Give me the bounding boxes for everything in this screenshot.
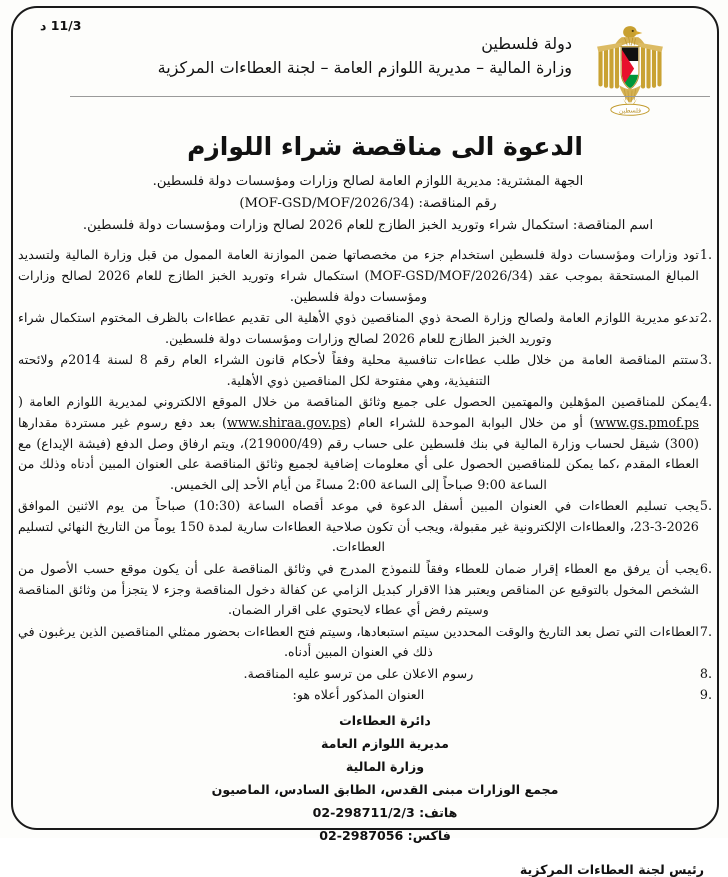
clause-4-part-4: ، ويتم ارفاق وصل الدفع (فيشة الإيداع) مع العطاء المقدم ،كما يمكن للمناقصين الحصول على أي معلومات إضافية لجميع وثائق المناقصة على العنوان المبين أدناه وذلك من الساعة <box>18 435 699 492</box>
fax-line <box>58 825 712 848</box>
clause-number: 1. <box>699 247 712 263</box>
page-marker: 11/3 د <box>40 18 82 33</box>
tender-number-label: رقم المناقصة: <box>418 195 497 211</box>
clause-4-part-6: مساءً من أيام الأحد إلى الخميس. <box>170 476 344 492</box>
page-title: الدعوة الى مناقصة شراء اللوازم <box>187 132 583 161</box>
submission-deadline-date: 23-3-2026 <box>633 518 699 534</box>
clause-item <box>18 308 712 349</box>
clause-number: 4. <box>699 394 712 410</box>
clause-4-part-3: بعد دفع رسوم غير مستردة مقدارها (300) شيقل لحساب وزارة المالية في بنك فلسطين على حساب رقم <box>18 414 699 451</box>
clause-item <box>18 559 712 621</box>
tender-name-value: استكمال شراء وتوريد الخبز الطازج للعام 2026 لصالح وزارات ومؤسسات دولة فلسطين. <box>82 217 569 233</box>
office-hours-from: 9:00 <box>477 476 506 492</box>
shiraa-link[interactable]: www.shiraa.gov.ps <box>227 414 347 430</box>
phone-value: 02-298711/2/3 <box>312 804 415 820</box>
header-text-block <box>18 18 576 81</box>
emblem-container <box>576 18 684 118</box>
clause-1-contract-number: (MOF-GSD/MOF/2026/34) <box>364 267 533 283</box>
phone-label: هاتف: <box>419 804 458 820</box>
buyer-label: الجهة المشترية: <box>496 174 584 189</box>
clause-text <box>18 245 699 307</box>
page-content <box>18 10 712 877</box>
bank-account-number: (219000/49) <box>243 435 323 451</box>
clause-item <box>18 685 712 706</box>
clause-text: تدعو مديرية اللوازم العامة ولصالح وزارة الصحة ذوي المناقصين ذوي الأهلية الى تقديم عطاءات بالظرف المختوم استكمال شراء وتوريد الخبز الطازج للعام 2026 لصالح وزارات ومؤسسات دولة فلسطين. <box>18 310 699 346</box>
clause-item <box>18 350 712 391</box>
address-ministry: وزارة المالية <box>345 758 425 774</box>
emblem-caption: فلسطين <box>618 107 642 115</box>
gs-pmof-link[interactable]: www.gs.pmof.ps <box>594 414 699 430</box>
office-hours-to: 2:00 <box>347 476 377 492</box>
clause-item <box>18 496 712 558</box>
clause-5-part-2: صباحاً من يوم الاثنين الموافق <box>18 498 187 514</box>
clause-number: 6. <box>699 561 712 577</box>
clause-text: يمكن للمناقصين المؤهلين والمهتمين الحصول على جميع وثائق المناقصة من خلال الموقع الالكتروني لمديرية اللوازم العامة (www.gs.pmof.ps) أو من خلال البوابة الموحدة للشراء العام (www.shiraa.gov.ps) بعد دفع رسوم غير مستردة مقدارها (300) شيقل لحساب وزارة المالية في بنك فلسطين على حساب رقم (219000/49)، ويتم ارفاق وصل الدفع (فيشة الإيداع) مع العطاء المقدم ،كما يمكن للمناقصين الحصول على أي معلومات إضافية لجميع وثائق المناقصة على العنوان المبين أدناه وذلك من الساعة 9:00 صباحاً إلى الساعة 2:00 مساءً من أيام الأحد إلى الخميس. <box>18 392 699 495</box>
buyer-line <box>24 171 712 193</box>
clause-text: العطاءات التي تصل بعد التاريخ والوقت المحددين سيتم استبعادها، وسيتم فتح العطاءات بحضور ممثلي المناقصين الذين يرغبون في ذلك في العنوان المبين أدناه. <box>18 623 699 660</box>
clause-item <box>18 392 712 495</box>
signature-title: رئيس لجنة العطاءات المركزية <box>519 861 704 877</box>
clause-number: 2. <box>699 310 712 326</box>
buyer-value: مديرية اللوازم العامة لصالح وزارات ومؤسسات دولة فلسطين. <box>152 174 493 189</box>
palestine-eagle-emblem-icon <box>588 22 672 118</box>
contact-address-block <box>18 710 712 847</box>
address-street: مجمع الوزارات مبنى القدس، الطابق السادس، الماصيون <box>211 781 559 797</box>
clause-1-part-1: تود وزارات ومؤسسات دولة فلسطين استخدام جزء من مخصصاتها ضمن الموازنة العامة الممول من قبل وزارة المالية ولتسديد المبالغ المستحقة بموجب عقد <box>18 247 699 283</box>
phone-line <box>58 802 712 825</box>
clause-4-part-1: يمكن للمناقصين المؤهلين والمهتمين الحصول على جميع وثائق المناقصة من خلال الموقع الالكتروني لمديرية اللوازم العامة <box>29 394 699 410</box>
clause-text <box>18 496 699 558</box>
address-department: دائرة العطاءات <box>339 713 431 729</box>
clause-text: يجب أن يرفق مع العطاء إقرار ضمان للعطاء وفقاً للنموذج المدرج في وثائق المناقصة على أن يكون موقع حسب الأصول من الشخص المخول بالتوقيع عن المناقص ويعتبر هذا الاقرار كبديل الزامي عن كفالة دخول المناقصة وجزء لا يتجزأ من وثائق المناقصة وسيتم رفض أي عطاء لايحتوي على اقرار الضمان. <box>18 561 699 618</box>
clause-item <box>18 622 712 663</box>
header-divider <box>70 96 710 97</box>
address-directorate: مديرية اللوازم العامة <box>321 735 449 751</box>
clause-number: 5. <box>699 498 712 514</box>
tender-number-line <box>24 193 712 215</box>
clause-number: 9. <box>699 687 712 703</box>
clause-number: 3. <box>699 352 712 368</box>
country-name: دولة فلسطين <box>481 34 572 53</box>
clause-5-part-3: ، والعطاءات الإلكترونية غير مقبولة، ويجب أن تكون صلاحية العطاءات سارية لمدة 150 يوماً من التاريخ النهائي لتسليم العطاءات. <box>18 518 634 555</box>
clause-item <box>18 245 712 307</box>
tender-name-line <box>24 215 712 237</box>
clause-item <box>18 664 712 685</box>
intro-block <box>18 171 712 236</box>
clause-4-part-5: صباحاً إلى الساعة <box>380 476 474 492</box>
clause-text: رسوم الاعلان على من ترسو عليه المناقصة. <box>243 665 474 681</box>
clause-number: 8. <box>699 665 712 681</box>
submission-deadline-time: (10:30) <box>193 498 241 514</box>
fax-label: فاكس: <box>407 827 451 843</box>
clause-text: ستتم المناقصة العامة من خلال طلب عطاءات تنافسية محلية وفقاً لأحكام قانون الشراء العام رقم 8 لسنة 2014م ولائحته التنفيذية، وهي مفتوحة لكل المناقصين ذوي الأهلية. <box>18 352 699 388</box>
clause-1-part-2: استكمال شراء وتوريد الخبز الطازج للعام 2026 لصالح وزارات ومؤسسات دولة فلسطين. <box>18 267 428 304</box>
fax-value: 02-2987056 <box>319 827 404 843</box>
clause-text: العنوان المذكور أعلاه هو: <box>292 687 425 703</box>
clauses-list <box>18 245 712 706</box>
tender-number-value: (MOF-GSD/MOF/2026/34) <box>239 195 415 211</box>
clause-4-part-2: أو من خلال البوابة الموحدة للشراء العام <box>357 414 583 430</box>
clause-5-part-1: يجب تسليم العطاءات في العنوان المبين أسفل الدعوة في موعد أقصاه الساعة <box>247 498 699 514</box>
document-header <box>18 10 712 118</box>
issuing-authority: وزارة المالية – مديرية اللوازم العامة – لجنة العطاءات المركزية <box>157 58 572 77</box>
tender-name-label: اسم المناقصة: <box>572 217 654 233</box>
clause-number: 7. <box>699 623 712 639</box>
